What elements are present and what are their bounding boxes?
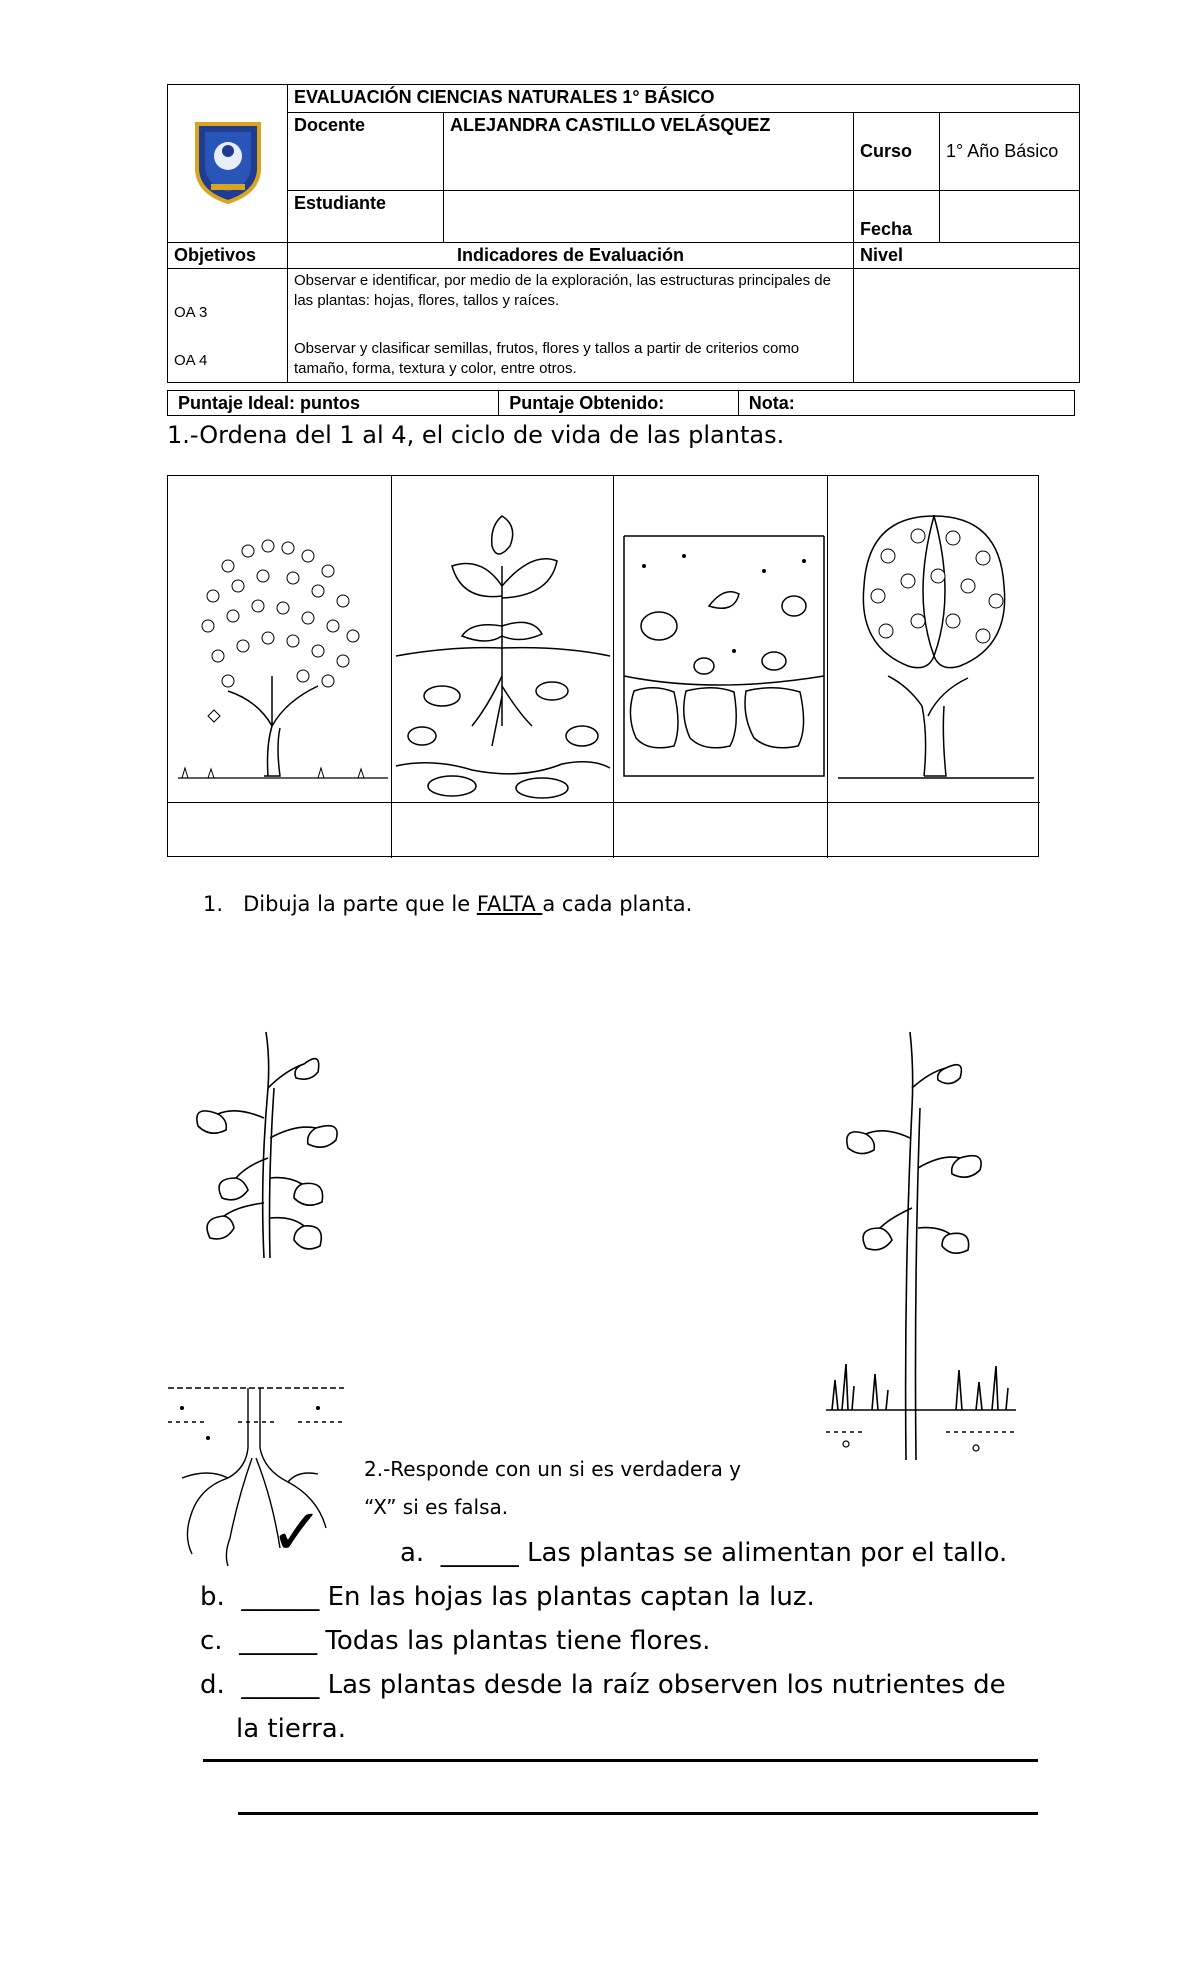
answer-line-2[interactable]	[238, 1812, 1038, 1815]
nivel-label: Nivel	[854, 243, 1080, 269]
draw-question-prefix: Dibuja la parte que le	[243, 892, 477, 916]
list-item	[400, 1538, 1007, 1568]
item-text: Todas las plantas tiene flores.	[325, 1626, 711, 1656]
score-row	[167, 390, 1075, 416]
answer-blank[interactable]: ______	[440, 1538, 519, 1568]
answer-line-1[interactable]	[203, 1759, 1038, 1762]
list-item	[236, 1714, 346, 1744]
question2-prompt	[364, 1450, 784, 1526]
fruit-tree-image	[828, 476, 1040, 802]
item-text: la tierra.	[236, 1714, 346, 1744]
fecha-field[interactable]	[940, 191, 1080, 243]
list-item	[200, 1626, 710, 1656]
draw-question	[203, 892, 692, 916]
oa4-code: OA 4	[174, 352, 208, 370]
estudiante-field[interactable]	[444, 191, 854, 243]
fecha-label: Fecha	[854, 191, 940, 243]
item-letter: a.	[400, 1538, 425, 1568]
indicadores-label: Indicadores de Evaluación	[288, 243, 854, 269]
item-letter: d.	[200, 1670, 225, 1700]
curso-label: Curso	[854, 113, 940, 191]
oa3-code: OA 3	[174, 304, 208, 322]
shield-icon	[193, 118, 263, 204]
objetivos-label: Objetivos	[168, 243, 288, 269]
plant-stem-leaves-illustration	[176, 1028, 356, 1258]
check-mark-icon: ✓	[270, 1496, 324, 1570]
sprout-image	[392, 476, 614, 802]
order-box-1[interactable]	[168, 802, 392, 858]
exam-title: EVALUACIÓN CIENCIAS NATURALES 1° BÁSICO	[288, 85, 1080, 113]
order-box-3[interactable]	[614, 802, 828, 858]
item-letter: b.	[200, 1582, 225, 1612]
answer-blank[interactable]: ______	[241, 1670, 320, 1700]
draw-question-number: 1.	[203, 892, 224, 916]
oa3-text: Observar e identificar, por medio de la exploración, las estructuras principales de las plantas: hojas, flores, tallos y raíces.	[294, 272, 831, 310]
life-cycle-grid	[167, 475, 1039, 857]
order-box-4[interactable]	[828, 802, 1040, 858]
list-item	[200, 1670, 1006, 1700]
nota: Nota:	[748, 393, 795, 413]
plant-with-stem-illustration	[826, 1028, 1016, 1460]
school-logo	[168, 85, 288, 243]
header-table	[167, 84, 1080, 383]
item-text: Las plantas desde la raíz observen los nutrientes de	[327, 1670, 1006, 1700]
nivel-field	[854, 269, 1080, 383]
curso-value: 1° Año Básico	[940, 113, 1080, 191]
seed-in-soil-image	[614, 476, 828, 802]
docente-label: Docente	[288, 113, 444, 191]
puntaje-ideal: Puntaje Ideal: puntos	[168, 391, 499, 415]
estudiante-label: Estudiante	[288, 191, 444, 243]
list-item	[200, 1582, 815, 1612]
question2-line1: 2.-Responde con un si es verdadera y	[364, 1457, 742, 1481]
answer-blank[interactable]: ______	[239, 1626, 318, 1656]
order-box-2[interactable]	[392, 802, 614, 858]
docente-value: ALEJANDRA CASTILLO VELÁSQUEZ	[444, 113, 854, 191]
draw-question-underlined: FALTA	[476, 892, 543, 916]
item-text: En las hojas las plantas captan la luz.	[327, 1582, 815, 1612]
oa4-text: Observar y clasificar semillas, frutos, flores y tallos a partir de criterios como tamaño, forma, textura y color, entre otros.	[294, 340, 800, 378]
question2-line2: “X” si es falsa.	[364, 1495, 509, 1519]
question1-prompt: 1.-Ordena del 1 al 4, el ciclo de vida de las plantas.	[167, 421, 785, 449]
item-text: Las plantas se alimentan por el tallo.	[527, 1538, 1008, 1568]
draw-question-suffix: a cada planta.	[542, 892, 693, 916]
flowering-tree-image	[168, 476, 392, 802]
puntaje-obtenido: Puntaje Obtenido:	[499, 391, 738, 415]
item-letter: c.	[200, 1626, 223, 1656]
answer-blank[interactable]: ______	[241, 1582, 320, 1612]
